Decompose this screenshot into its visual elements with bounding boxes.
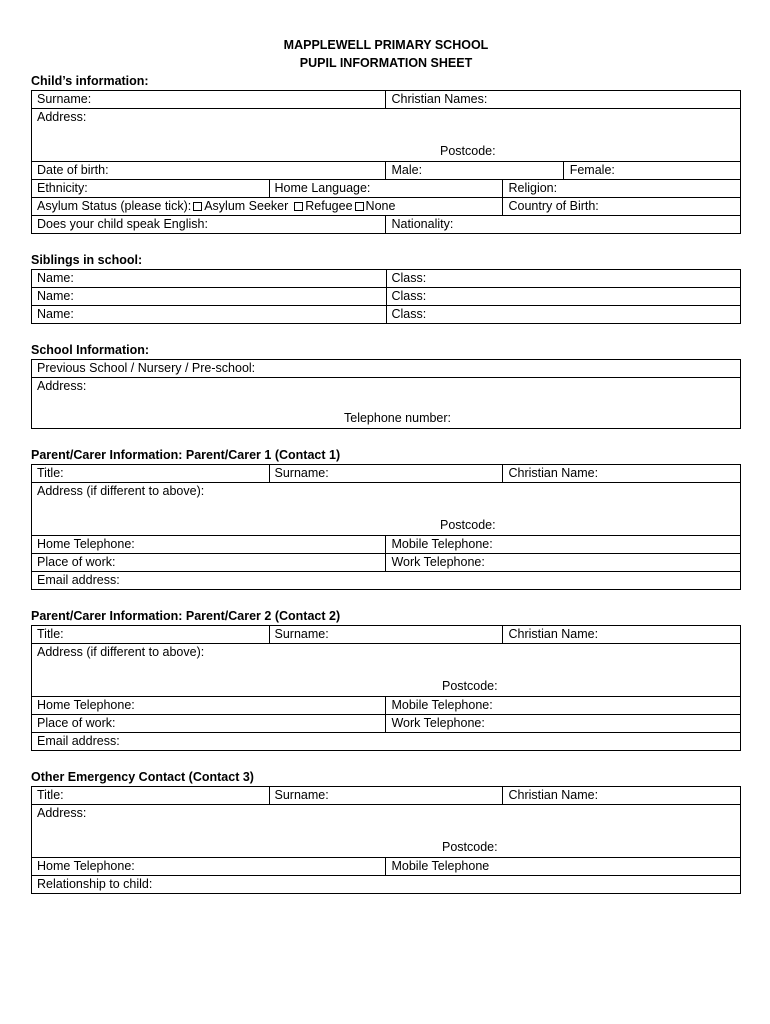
child-address-label: Address: <box>37 110 87 124</box>
form-title: PUPIL INFORMATION SHEET <box>299 56 473 70</box>
pupil-information-form <box>31 36 741 894</box>
parent2-christian-name-field[interactable]: Christian Name: <box>503 626 741 644</box>
parent1-mobile-telephone-field[interactable]: Mobile Telephone: <box>386 536 741 554</box>
child-religion-field[interactable]: Religion: <box>503 180 741 198</box>
emergency-postcode-label: Postcode: <box>442 840 498 854</box>
parent2-home-telephone-field[interactable]: Home Telephone: <box>32 697 386 715</box>
asylum-status-label: Asylum Status (please tick): <box>37 199 192 213</box>
parent2-postcode-label: Postcode: <box>442 679 498 693</box>
parent1-address-field[interactable] <box>32 483 741 536</box>
sibling-class-field[interactable]: Class: <box>386 288 741 306</box>
asylum-seeker-checkbox[interactable] <box>193 202 202 211</box>
sibling-class-field[interactable]: Class: <box>386 270 741 288</box>
child-female-field[interactable] <box>563 162 740 180</box>
siblings-table <box>31 269 741 324</box>
emergency-surname-field[interactable]: Surname: <box>269 787 503 805</box>
sibling-name-field[interactable]: Name: <box>32 306 387 324</box>
child-surname-field[interactable]: Surname: <box>32 91 386 109</box>
none-checkbox[interactable] <box>355 202 364 211</box>
sibling-class-field[interactable]: Class: <box>386 306 741 324</box>
child-address-field[interactable] <box>32 109 741 162</box>
previous-school-field[interactable]: Previous School / Nursery / Pre-school: <box>32 360 741 378</box>
child-country-of-birth-field[interactable]: Country of Birth: <box>503 198 741 216</box>
parent2-title-field[interactable]: Title: <box>32 626 270 644</box>
parent1-surname-field[interactable]: Surname: <box>269 465 503 483</box>
child-christian-names-field[interactable]: Christian Names: <box>386 91 741 109</box>
parent1-address-label: Address (if different to above): <box>37 484 205 498</box>
telephone-number-label: Telephone number: <box>344 411 452 425</box>
emergency-christian-name-field[interactable]: Christian Name: <box>503 787 741 805</box>
parent1-home-telephone-field[interactable]: Home Telephone: <box>32 536 386 554</box>
school-info-heading: School Information: <box>31 343 150 357</box>
child-nationality-field[interactable]: Nationality: <box>386 216 741 234</box>
emergency-address-field[interactable] <box>32 805 741 858</box>
child-ethnicity-field[interactable]: Ethnicity: <box>32 180 270 198</box>
parent1-email-field[interactable]: Email address: <box>32 572 741 590</box>
asylum-status-field <box>32 198 503 216</box>
child-female-label: Female: <box>569 163 615 177</box>
parent2-surname-field[interactable]: Surname: <box>269 626 503 644</box>
parent2-address-field[interactable] <box>32 644 741 697</box>
parent1-postcode-label: Postcode: <box>440 518 496 532</box>
child-postcode-label: Postcode: <box>440 144 496 158</box>
child-info-heading: Child’s information: <box>31 74 149 88</box>
emergency-address-label: Address: <box>37 806 87 820</box>
parent2-place-of-work-field[interactable]: Place of work: <box>32 715 386 733</box>
parent2-email-field[interactable]: Email address: <box>32 733 741 751</box>
child-dob-field[interactable]: Date of birth: <box>32 162 386 180</box>
emergency-mobile-telephone-field[interactable]: Mobile Telephone <box>386 858 741 876</box>
parent2-mobile-telephone-field[interactable]: Mobile Telephone: <box>386 697 741 715</box>
parent1-heading: Parent/Carer Information: Parent/Carer 1 (Contact 1) <box>31 448 341 462</box>
parent1-place-of-work-field[interactable]: Place of work: <box>32 554 386 572</box>
child-home-language-field[interactable]: Home Language: <box>269 180 503 198</box>
sibling-name-field[interactable]: Name: <box>32 288 387 306</box>
parent2-table <box>31 625 741 751</box>
parent1-title-field[interactable]: Title: <box>32 465 270 483</box>
siblings-heading: Siblings in school: <box>31 253 143 267</box>
emergency-title-field[interactable]: Title: <box>32 787 270 805</box>
previous-school-address-field[interactable] <box>32 378 741 429</box>
none-label: None <box>365 199 396 213</box>
child-male-field[interactable]: Male: <box>386 162 563 180</box>
emergency-table <box>31 786 741 894</box>
parent1-christian-name-field[interactable]: Christian Name: <box>503 465 741 483</box>
parent1-table <box>31 464 741 590</box>
refugee-label: Refugee <box>305 199 353 213</box>
school-name: MAPPLEWELL PRIMARY SCHOOL <box>283 38 489 52</box>
asylum-seeker-label: Asylum Seeker <box>204 199 289 213</box>
parent2-heading: Parent/Carer Information: Parent/Carer 2 (Contact 2) <box>31 609 341 623</box>
emergency-relationship-field[interactable]: Relationship to child: <box>32 876 741 894</box>
parent1-work-telephone-field[interactable]: Work Telephone: <box>386 554 741 572</box>
school-info-table <box>31 359 741 429</box>
child-info-table <box>31 90 741 234</box>
parent2-address-label: Address (if different to above): <box>37 645 205 659</box>
previous-school-address-label: Address: <box>37 379 87 393</box>
child-speak-english-field[interactable]: Does your child speak English: <box>32 216 386 234</box>
parent2-work-telephone-field[interactable]: Work Telephone: <box>386 715 741 733</box>
sibling-name-field[interactable]: Name: <box>32 270 387 288</box>
emergency-heading: Other Emergency Contact (Contact 3) <box>31 770 254 784</box>
emergency-home-telephone-field[interactable]: Home Telephone: <box>32 858 386 876</box>
refugee-checkbox[interactable] <box>294 202 303 211</box>
